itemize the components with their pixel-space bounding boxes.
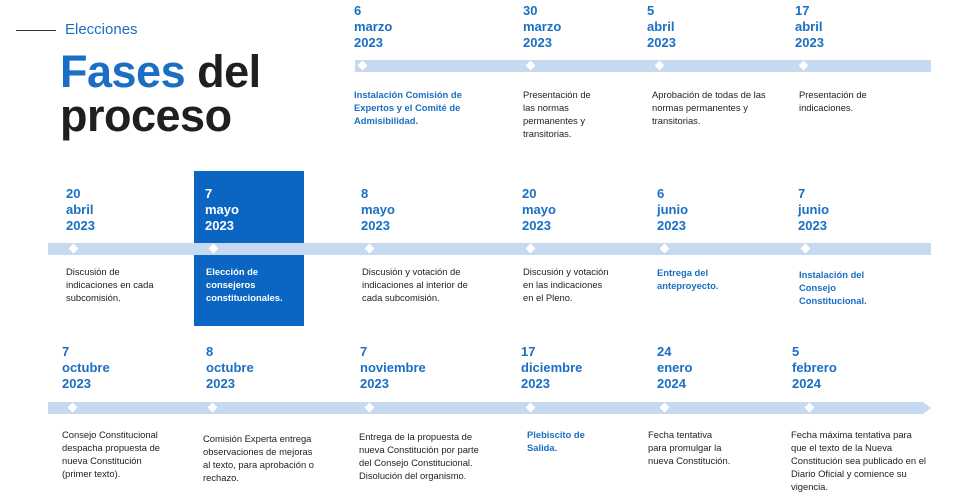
event-date: 30 marzo 2023 [523,3,562,50]
event-description: Entrega de la propuesta de nueva Constitución por parte del Consejo Constitucional. Disolución del organismo. [359,431,479,481]
event-description: Elección de consejeros constitucionales. [206,266,283,303]
event-description: Fecha máxima tentativa para que el texto de la Nueva Constitución sea publicado en el Diario Oficial y comience su vigencia. [791,429,926,492]
event-date: 7 mayo 2023 [205,186,239,233]
event-description: Plebiscito de Salida. [527,429,585,453]
title-highlight: Fases [60,46,186,97]
event-description: Fecha tentativa para promulgar la nueva Constitución. [648,429,731,466]
event-date: 8 mayo 2023 [361,186,395,233]
event-date: 5 abril 2023 [647,3,676,50]
event-date: 24 enero 2024 [657,344,693,391]
event-description: Instalación Comisión de Expertos y el Comité de Admisibilidad. [354,89,462,126]
section-label: Elecciones [65,21,138,38]
timeline-track-row-2 [48,243,931,255]
event-description: Discusión de indicaciones en cada subcomisión. [66,266,154,303]
event-date: 5 febrero 2024 [792,344,837,391]
event-date: 8 octubre 2023 [206,344,254,391]
title-rest-1: del [185,46,261,97]
event-description: Aprobación de todas de las normas permanentes y transitorias. [652,89,766,126]
event-date: 20 abril 2023 [66,186,95,233]
title-rest-2: proceso [60,90,232,142]
event-description: Instalación del Consejo Constitucional. [799,269,867,306]
event-date: 7 noviembre 2023 [360,344,426,391]
event-description: Discusión y votación de indicaciones al interior de cada subcomisión. [362,266,468,303]
event-description: Presentación de indicaciones. [799,89,867,113]
event-description: Entrega del anteproyecto. [657,267,719,291]
event-description: Comisión Experta entrega observaciones de mejoras al texto, para aprobación o rechazo. [203,433,315,483]
event-description: Presentación de las normas permanentes y transitorias. [523,89,591,139]
event-date: 17 diciembre 2023 [521,344,583,391]
event-description: Discusión y votación en las indicaciones en el Pleno. [523,266,609,303]
header-rule [16,30,56,31]
event-date: 17 abril 2023 [795,3,824,50]
event-date: 20 mayo 2023 [522,186,556,233]
event-date: 6 marzo 2023 [354,3,393,50]
timeline-track-row-3 [48,402,931,414]
event-date: 6 junio 2023 [657,186,689,233]
timeline-track-row-1 [355,60,931,72]
event-date: 7 junio 2023 [798,186,830,233]
page-title [60,46,261,142]
event-date: 7 octubre 2023 [62,344,110,391]
event-description: Consejo Constitucional despacha propuesta de nueva Constitución (primer texto). [62,429,160,479]
